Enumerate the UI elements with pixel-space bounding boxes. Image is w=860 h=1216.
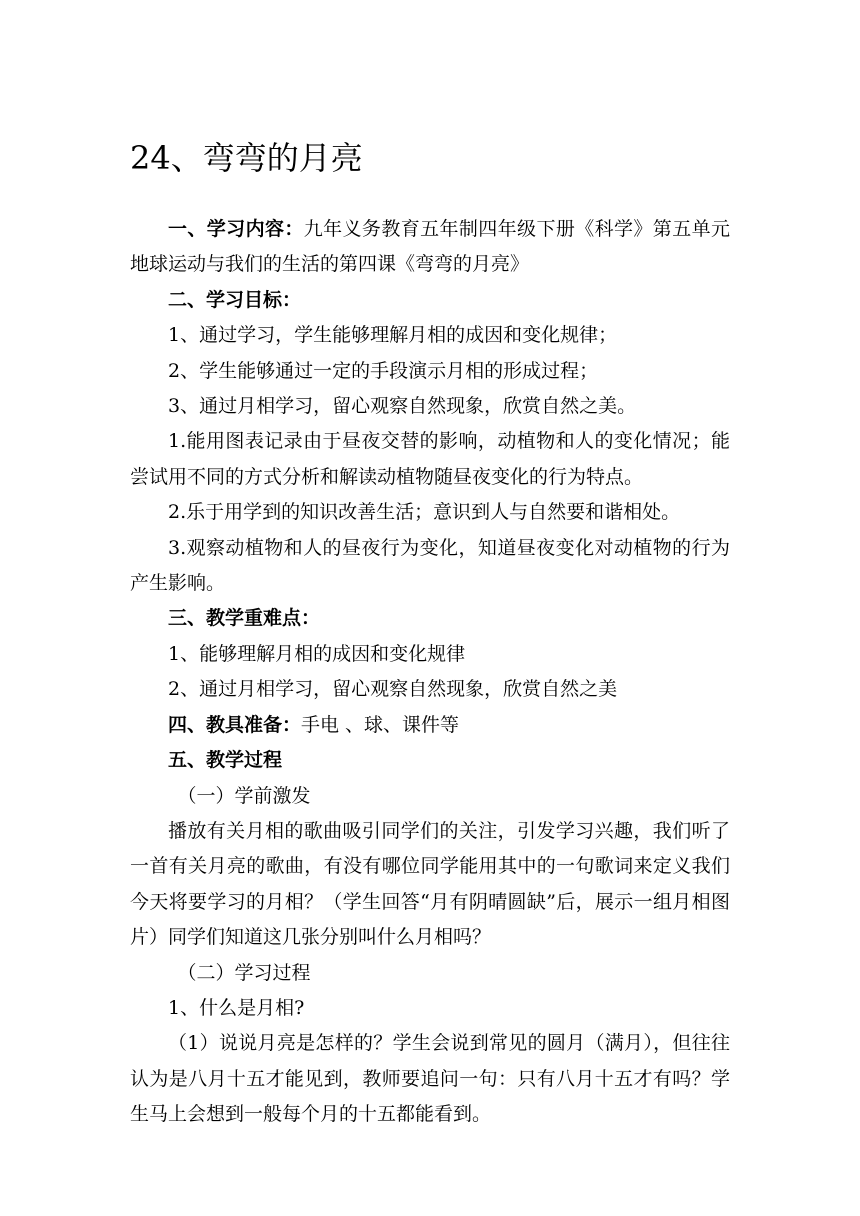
goal-item: 2.乐于用学到的知识改善生活；意识到人与自然要和谐相处。 <box>168 501 681 524</box>
goal-item: 3.观察动植物和人的昼夜行为变化，知道昼夜变化对动植物的行为产生影响。 <box>130 536 730 595</box>
subsection-heading: （二）学习过程 <box>177 961 311 984</box>
document-body <box>130 212 730 1133</box>
learning-goals-heading: 二、学习目标： <box>168 288 302 311</box>
learning-content-paragraph <box>130 212 730 283</box>
learning-content-text: 九年义务教育五年制四年级下册《科学》第五单元地球运动与我们的生活的第四课《弯弯的月亮》 <box>130 218 730 276</box>
learning-content-heading: 一、学习内容： <box>168 218 304 240</box>
key-point-item: 2、通过月相学习，留心观察自然现象，欣赏自然之美 <box>168 678 618 701</box>
moon-discussion-paragraph: （1）说说月亮是怎样的？学生会说到常见的圆月（满月），但往往认为是八月十五才能见到，教师要追问一句：只有八月十五才有吗？学生马上会想到一般每个月的十五都能看到。 <box>130 1032 730 1126</box>
goal-item: 1、通过学习，学生能够理解月相的成因和变化规律； <box>168 324 618 347</box>
teaching-aids-text: 手电 、球、课件等 <box>301 713 460 736</box>
question-heading: 1、什么是月相? <box>168 996 305 1019</box>
key-points-heading: 三、教学重难点： <box>168 607 321 630</box>
document-title: 24、弯弯的月亮 <box>130 139 363 177</box>
warmup-paragraph: 播放有关月相的歌曲吸引同学们的关注，引发学习兴趣，我们听了一首有关月亮的歌曲，有没有哪位同学能用其中的一句歌词来定义我们今天将要学习的月相？（学生回答“月有阴晴圆缺”后，展示一组月相图片）同学们知道这几张分别叫什么月相吗？ <box>130 819 730 949</box>
teaching-process-heading: 五、教学过程 <box>168 749 283 772</box>
goal-item: 2、学生能够通过一定的手段演示月相的形成过程； <box>168 359 599 382</box>
teaching-aids-paragraph <box>130 708 730 743</box>
key-point-item: 1、能够理解月相的成因和变化规律 <box>168 642 466 665</box>
goal-item: 1.能用图表记录由于昼夜交替的影响，动植物和人的变化情况；能尝试用不同的方式分析和解读动植物随昼夜变化的行为特点。 <box>130 430 730 488</box>
teaching-aids-heading: 四、教具准备： <box>168 713 302 736</box>
goal-item: 3、通过月相学习，留心观察自然现象，欣赏自然之美。 <box>168 395 637 418</box>
subsection-heading: （一）学前激发 <box>177 784 311 807</box>
